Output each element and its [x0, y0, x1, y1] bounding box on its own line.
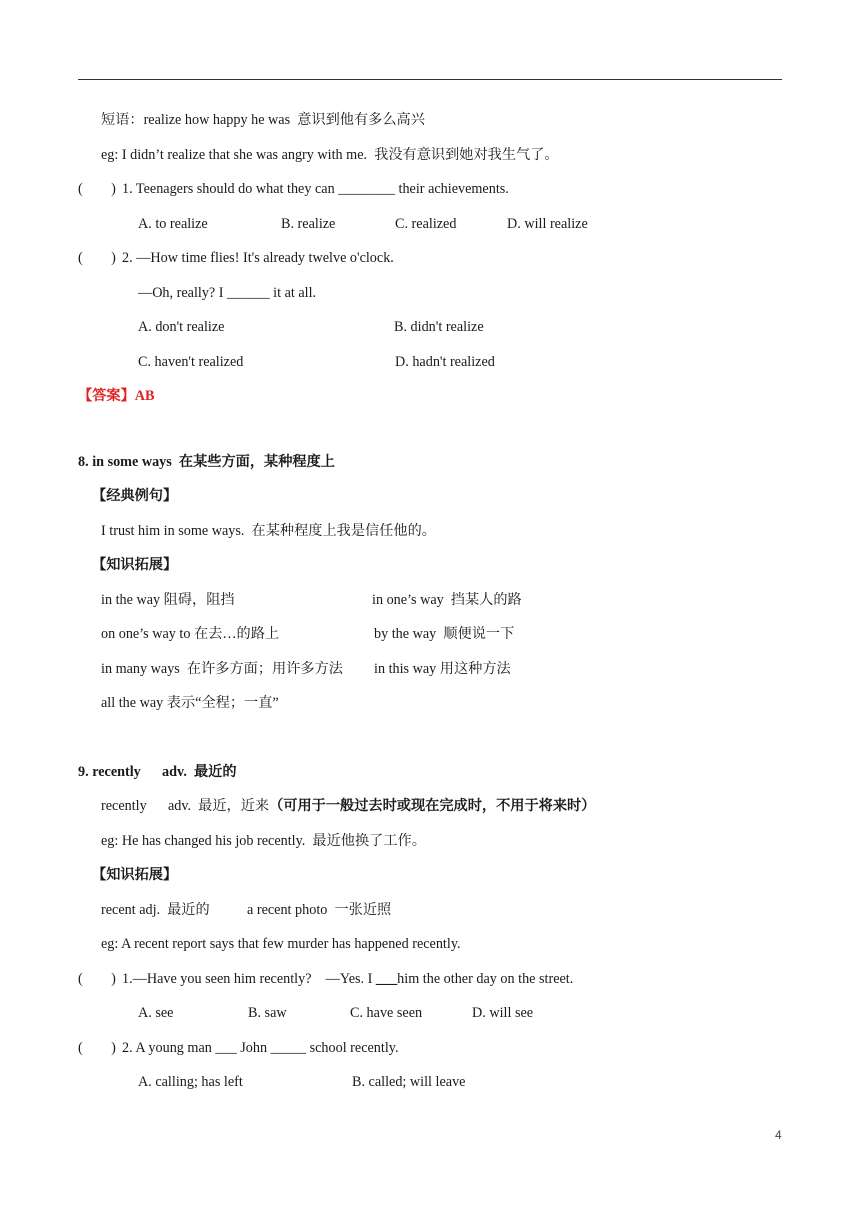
usage-note: （可用于一般过去时或现在完成时，不用于将来时）	[269, 798, 596, 814]
answer-bracket: ( )	[78, 1040, 116, 1056]
answer-bracket: ( )	[78, 181, 116, 197]
phrase-item: recent adj. 最近的	[101, 902, 210, 918]
question-text-start: 1.—Have you seen him recently? —Yes. I	[122, 971, 376, 987]
option-a: A. see	[138, 1005, 174, 1021]
option-d: D. will see	[472, 1005, 534, 1021]
question-text-end: him the other day on the street.	[397, 971, 574, 987]
option-c: C. realized	[395, 216, 457, 232]
example-line: eg: I didn’t realize that she was angry with me. 我没有意识到她对我生气了。	[101, 147, 559, 163]
classic-example-heading: 【经典例句】	[92, 488, 178, 504]
option-a: A. don't realize	[138, 319, 225, 335]
definition-text: recently adv. 最近，近来	[101, 798, 270, 814]
option-b: B. realize	[281, 216, 336, 232]
example-line: eg: A recent report says that few murder has happened recently.	[101, 936, 461, 952]
knowledge-extension-heading: 【知识拓展】	[92, 867, 178, 883]
answer-bracket: ( )	[78, 971, 116, 987]
example-line: eg: He has changed his job recently. 最近他换了工作。	[101, 833, 426, 849]
option-b: B. called; will leave	[352, 1074, 466, 1090]
section-title: 9. recently adv. 最近的	[78, 764, 237, 780]
question-text: 2. A young man ___ John _____ school recently.	[122, 1040, 399, 1056]
question-text: 1. Teenagers should do what they can ________ their achievements.	[122, 181, 509, 197]
option-d: D. hadn't realized	[395, 354, 495, 370]
question-text: —Oh, really? I ______ it at all.	[138, 285, 317, 301]
phrase-item: a recent photo 一张近照	[247, 902, 392, 918]
phrase-item: in one’s way 挡某人的路	[372, 592, 522, 608]
definition-line	[101, 797, 595, 815]
question-text: 2. —How time flies! It's already twelve o'clock.	[122, 250, 394, 266]
phrase-item: all the way 表示“全程；一直”	[101, 695, 279, 711]
option-b: B. saw	[248, 1005, 287, 1021]
option-c: C. have seen	[350, 1005, 423, 1021]
phrase-item: by the way 顺便说一下	[374, 626, 515, 642]
knowledge-extension-heading: 【知识拓展】	[92, 557, 178, 573]
option-a: A. to realize	[138, 216, 208, 232]
option-c: C. haven't realized	[138, 354, 244, 370]
phrase-item: in this way 用这种方法	[374, 661, 511, 677]
answer-bracket: ( )	[78, 250, 116, 266]
section-title: 8. in some ways 在某些方面，某种程度上	[78, 454, 335, 470]
phrase-item: in many ways 在许多方面；用许多方法	[101, 661, 343, 677]
answer-blank: ___	[375, 971, 398, 987]
option-d: D. will realize	[507, 216, 588, 232]
example-line: I trust him in some ways. 在某种程度上我是信任他的。	[101, 523, 436, 539]
option-a: A. calling; has left	[138, 1074, 243, 1090]
question-text	[122, 970, 573, 988]
header-rule	[78, 79, 782, 80]
phrase-item: on one’s way to 在去…的路上	[101, 626, 280, 642]
option-b: B. didn't realize	[394, 319, 484, 335]
phrase-item: in the way 阻碍，阻挡	[101, 592, 235, 608]
page-number: 4	[775, 1128, 782, 1142]
answer-key: 【答案】AB	[78, 388, 155, 404]
phrase-line: 短语：realize how happy he was 意识到他有多么高兴	[101, 112, 425, 128]
